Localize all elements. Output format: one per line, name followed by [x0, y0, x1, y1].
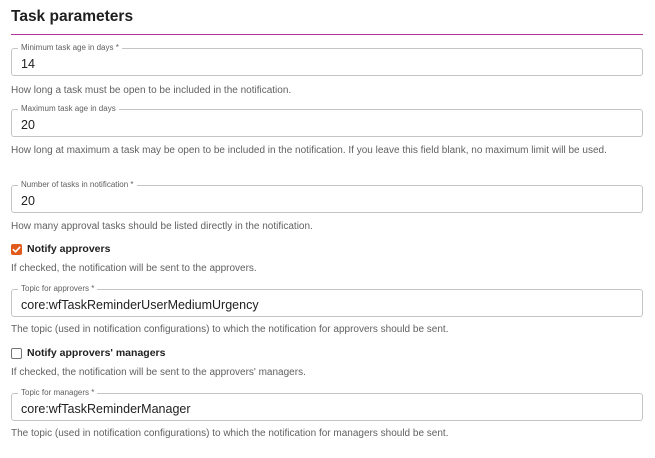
min-age-label: Minimum task age in days *	[18, 43, 122, 53]
min-age-input[interactable]	[12, 49, 642, 75]
topic-managers-help: The topic (used in notification configurations) to which the notification for managers should be sent.	[11, 428, 449, 439]
max-age-input[interactable]	[12, 110, 642, 136]
notify-managers-checkbox[interactable]	[11, 348, 22, 359]
topic-managers-field[interactable]	[11, 388, 643, 421]
num-tasks-label: Number of tasks in notification *	[18, 180, 137, 190]
min-age-field[interactable]	[11, 43, 643, 76]
topic-managers-label: Topic for managers *	[18, 388, 97, 398]
num-tasks-field[interactable]	[11, 180, 643, 213]
topic-approvers-help: The topic (used in notification configurations) to which the notification for approvers should be sent.	[11, 324, 449, 335]
max-age-label: Maximum task age in days	[18, 104, 119, 114]
notify-managers-help: If checked, the notification will be sent to the approvers' managers.	[11, 367, 306, 378]
num-tasks-input[interactable]	[12, 186, 642, 212]
notify-approvers-help: If checked, the notification will be sent to the approvers.	[11, 263, 257, 274]
notify-managers-label: Notify approvers' managers	[27, 347, 166, 359]
section-divider	[11, 34, 643, 35]
num-tasks-help: How many approval tasks should be listed directly in the notification.	[11, 221, 313, 232]
checkmark-icon	[12, 245, 21, 254]
topic-approvers-field[interactable]	[11, 284, 643, 317]
min-age-help: How long a task must be open to be included in the notification.	[11, 85, 292, 96]
max-age-help: How long at maximum a task may be open to be included in the notification. If you leave this field blank, no maximum limit will be used.	[11, 145, 607, 156]
notify-approvers-row[interactable]	[11, 242, 110, 256]
topic-approvers-input[interactable]	[12, 290, 642, 316]
topic-approvers-label: Topic for approvers *	[18, 284, 97, 294]
section-title: Task parameters	[11, 8, 134, 25]
topic-managers-input[interactable]	[12, 394, 642, 420]
notify-approvers-checkbox[interactable]	[11, 244, 22, 255]
notify-approvers-label: Notify approvers	[27, 243, 111, 255]
notify-managers-row[interactable]	[11, 346, 165, 360]
max-age-field[interactable]	[11, 104, 643, 137]
